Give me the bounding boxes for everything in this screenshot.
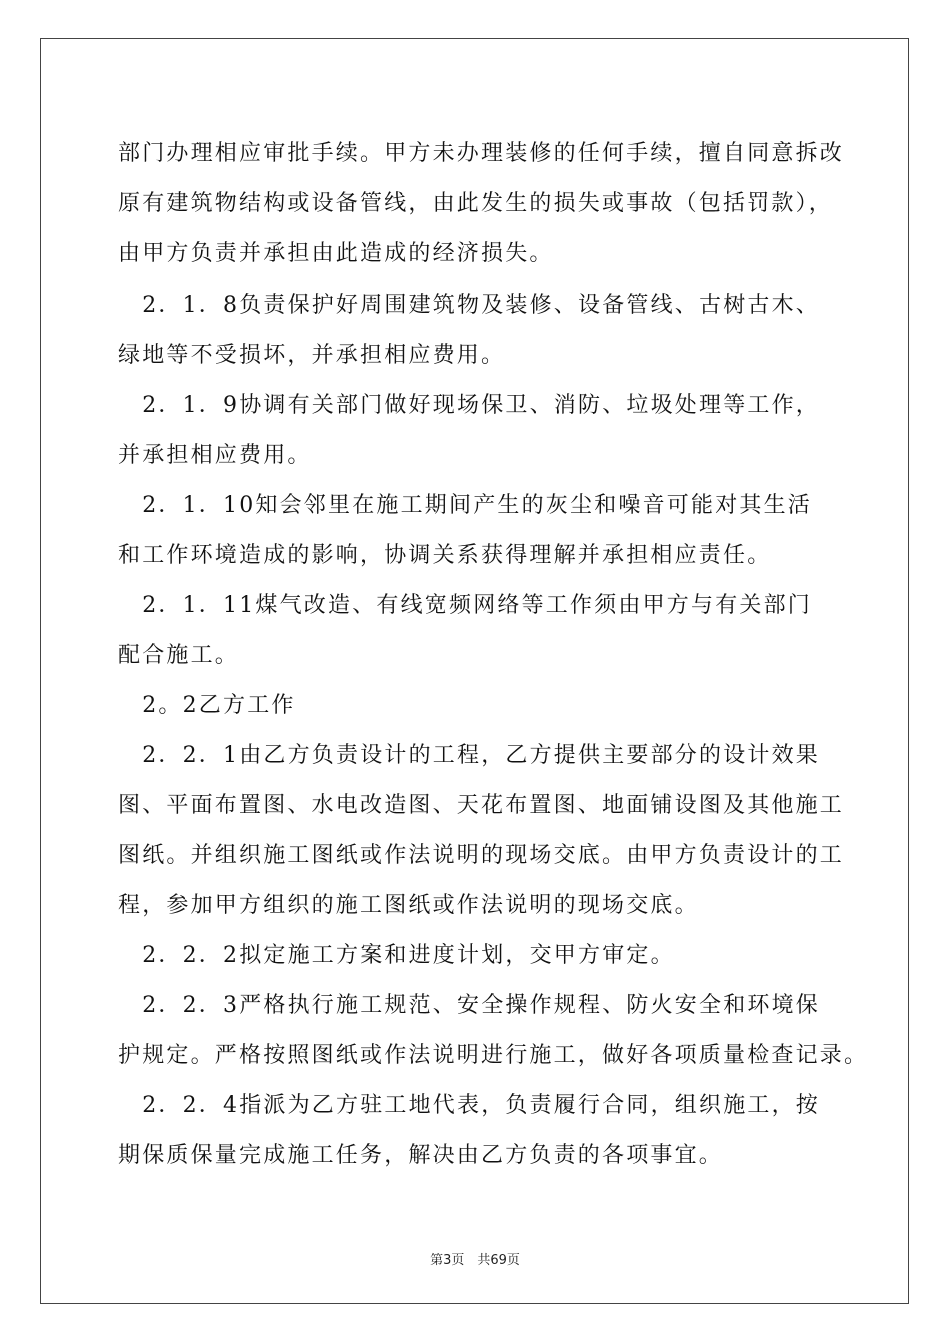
text-line: 2．2．1由乙方负责设计的工程，乙方提供主要部分的设计效果 <box>118 743 820 768</box>
text-line: 2．2．4指派为乙方驻工地代表，负责履行合同，组织施工，按 <box>118 1093 820 1118</box>
text-line: 2．2．3严格执行施工规范、安全操作规程、防火安全和环境保 <box>118 993 820 1018</box>
text-line: 程，参加甲方组织的施工图纸或作法说明的现场交底。 <box>118 893 699 918</box>
text-line: 2。2乙方工作 <box>118 693 296 718</box>
text-line: 并承担相应费用。 <box>118 443 312 468</box>
text-line: 和工作环境造成的影响，协调关系获得理解并承担相应责任。 <box>118 543 772 568</box>
text-line: 2．1．11煤气改造、有线宽频网络等工作须由甲方与有关部门 <box>118 593 812 618</box>
text-line: 2．1．8负责保护好周围建筑物及装修、设备管线、古树古木、 <box>118 293 820 318</box>
text-line: 部门办理相应审批手续。甲方未办理装修的任何手续，擅自同意拆改 <box>118 141 845 166</box>
text-line: 2．1．10知会邻里在施工期间产生的灰尘和噪音可能对其生活 <box>118 493 812 518</box>
text-line: 图、平面布置图、水电改造图、天花布置图、地面铺设图及其他施工 <box>118 793 845 818</box>
text-line: 2．2．2拟定施工方案和进度计划，交甲方审定。 <box>118 943 675 968</box>
text-line: 护规定。严格按照图纸或作法说明进行施工，做好各项质量检查记录。 <box>118 1043 869 1068</box>
text-line: 2．1．9协调有关部门做好现场保卫、消防、垃圾处理等工作， <box>118 393 820 418</box>
text-line: 由甲方负责并承担由此造成的经济损失。 <box>118 241 554 266</box>
page-footer: 第3页 共69页 <box>430 1253 520 1268</box>
text-line: 绿地等不受损坏，并承担相应费用。 <box>118 343 506 368</box>
text-line: 配合施工。 <box>118 643 240 668</box>
text-line: 期保质保量完成施工任务，解决由乙方负责的各项事宜。 <box>118 1143 724 1168</box>
text-line: 原有建筑物结构或设备管线，由此发生的损失或事故（包括罚款）， <box>118 191 834 216</box>
text-line: 图纸。并组织施工图纸或作法说明的现场交底。由甲方负责设计的工 <box>118 843 845 868</box>
